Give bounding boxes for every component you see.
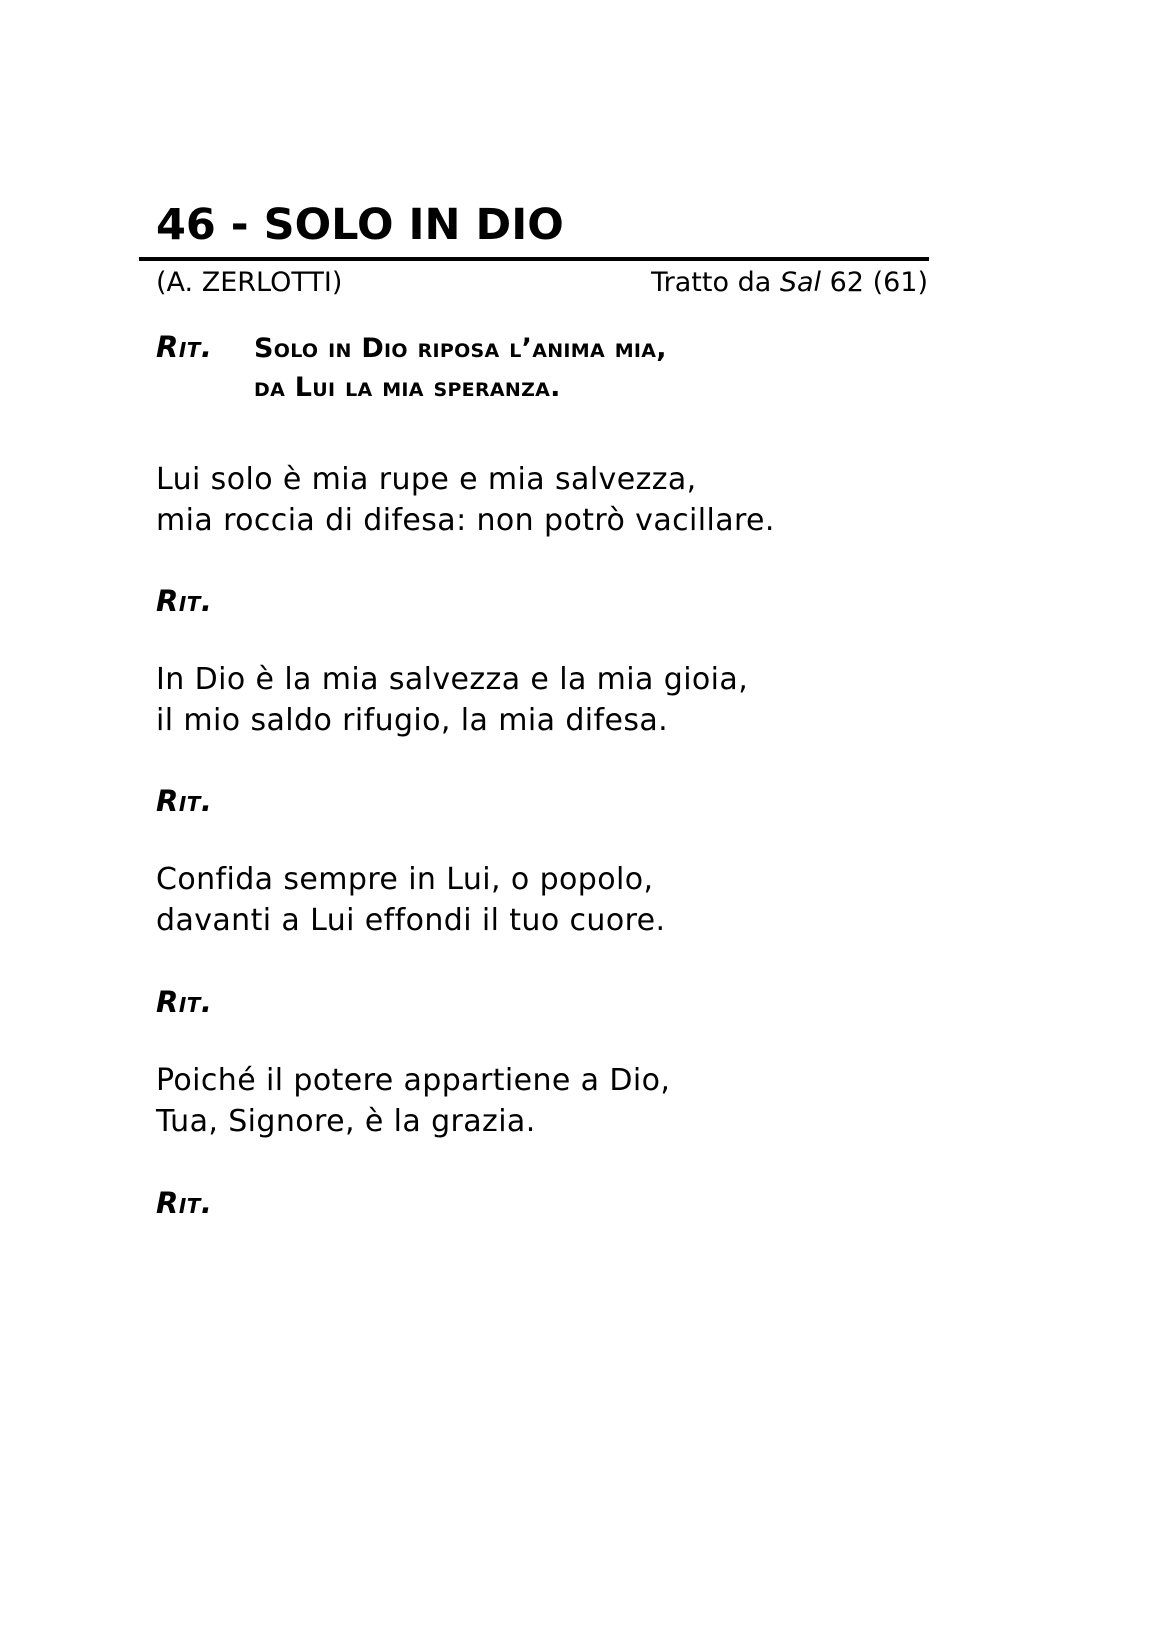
- refrain-label: Rit.: [156, 330, 213, 364]
- refrain-label: Rit.: [156, 985, 213, 1019]
- refrain-label: Rit.: [156, 1186, 213, 1220]
- stanza-2: [156, 659, 748, 741]
- refrain-block: [156, 329, 667, 403]
- stanza-line: il mio saldo rifugio, la mia difesa.: [156, 703, 669, 738]
- stanza-4: [156, 1060, 670, 1142]
- stanza-line: Confida sempre in Lui, o popolo,: [156, 862, 654, 897]
- refrain-repeat-1: [156, 583, 212, 621]
- stanza-1: [156, 459, 775, 541]
- stanza-line: mia roccia di difesa: non potrò vacillare.: [156, 503, 775, 538]
- stanza-line: In Dio è la mia salvezza e la mia gioia,: [156, 662, 749, 697]
- song-title: 46 - SOLO IN DIO: [156, 200, 564, 250]
- stanza-line: Lui solo è mia rupe e mia salvezza,: [156, 462, 697, 497]
- song-source: [651, 265, 928, 301]
- stanza-line: davanti a Lui effondi il tuo cuore.: [156, 903, 666, 938]
- refrain-line: Solo in Dio riposa l’anima mia,: [254, 333, 667, 364]
- refrain-label: Rit.: [156, 584, 213, 618]
- stanza-line: Poiché il potere appartiene a Dio,: [156, 1063, 671, 1098]
- stanza-3: [156, 859, 665, 941]
- refrain-text: [254, 329, 667, 407]
- stanza-line: Tua, Signore, è la grazia.: [156, 1104, 536, 1139]
- refrain-repeat-4: [156, 1185, 212, 1223]
- refrain-label: Rit.: [156, 784, 213, 818]
- refrain-repeat-2: [156, 783, 212, 821]
- source-book: Sal: [779, 267, 822, 298]
- source-prefix: Tratto da: [651, 267, 780, 298]
- source-reference: 62 (61): [821, 267, 928, 298]
- title-divider: [139, 257, 929, 261]
- refrain-line: da Lui la mia speranza.: [254, 372, 561, 403]
- refrain-repeat-3: [156, 984, 212, 1022]
- song-author: (A. ZERLOTTI): [156, 267, 343, 298]
